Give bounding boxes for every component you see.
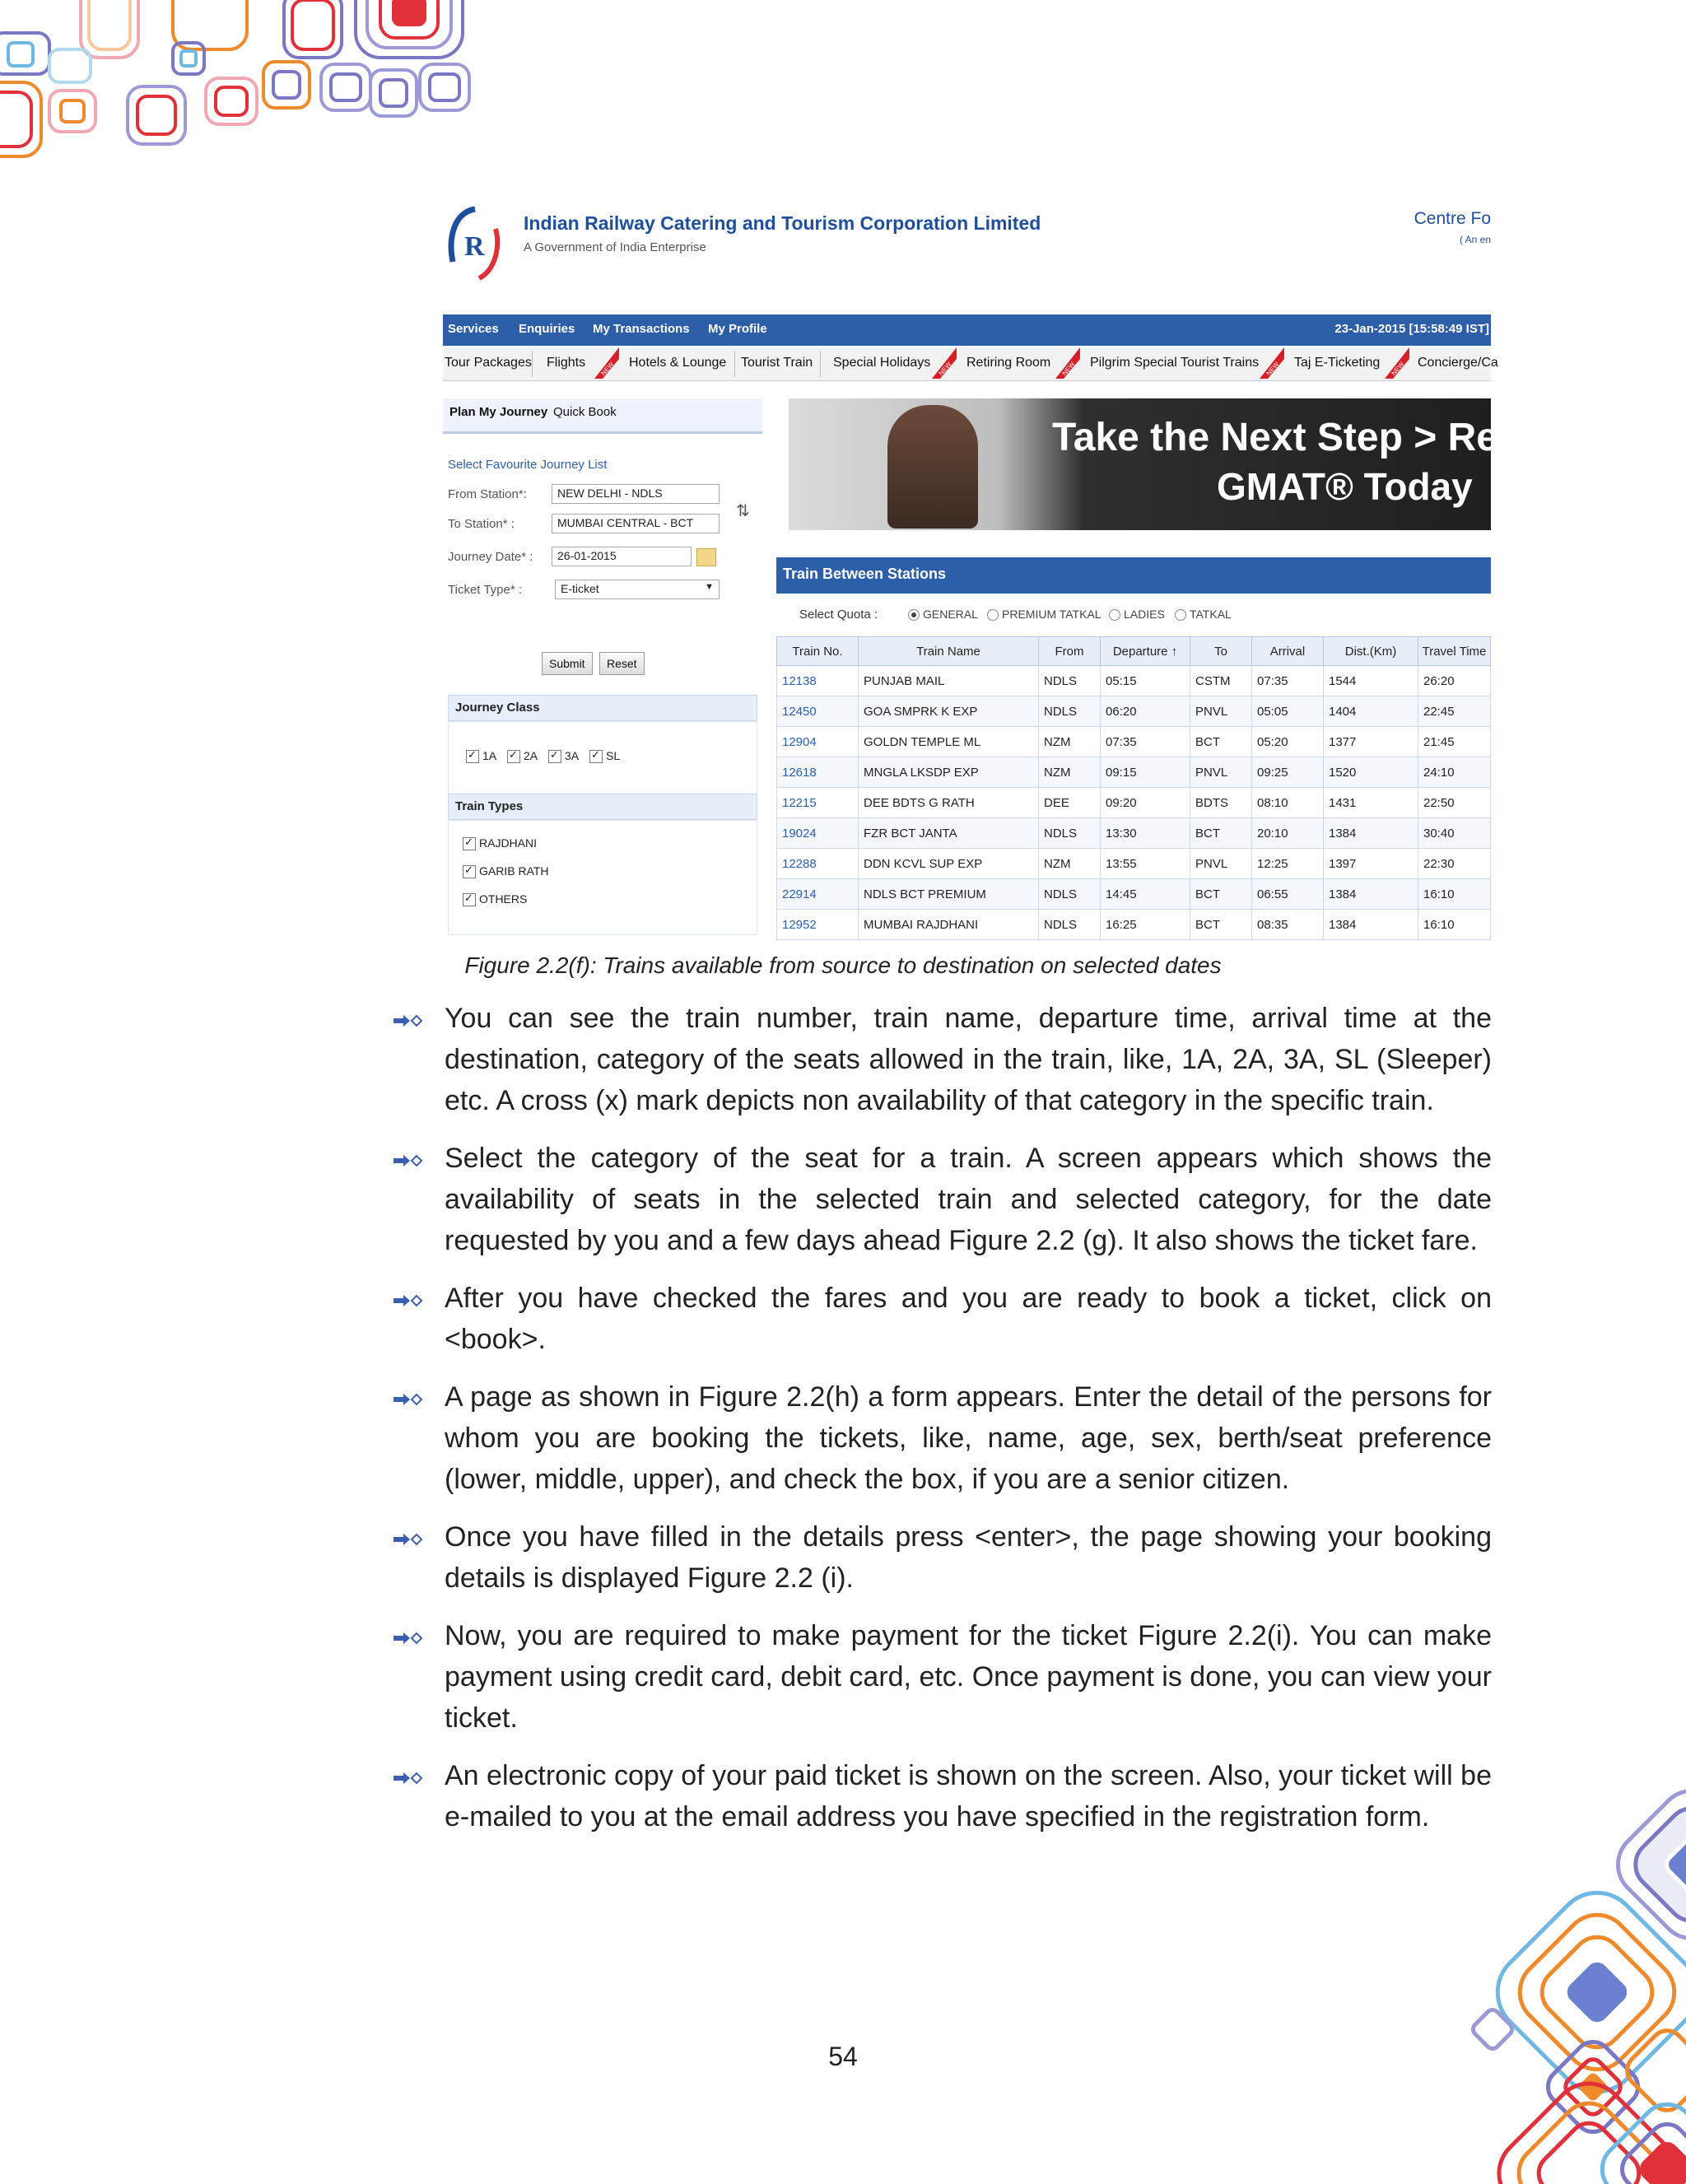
table-row[interactable] [777,910,1491,940]
new-badge-icon [1385,347,1409,379]
table-cell: 24:10 [1418,757,1491,788]
table-cell: 13:30 [1101,818,1190,849]
table-cell: 20:10 [1252,818,1324,849]
table-cell: 1377 [1324,727,1418,757]
bullet-text: Once you have filled in the details press <enter>, the page showing your booking details is displayed Figure 2.2 (i). [445,1521,1492,1594]
train-number-link[interactable]: 12952 [777,910,859,940]
favourite-journey-link[interactable]: Select Favourite Journey List [448,458,608,472]
quota-premium-tatkal-radio[interactable]: PREMIUM TATKAL [987,608,1101,621]
nav-my-transactions[interactable]: My Transactions [593,322,690,336]
table-cell: GOA SMPRK K EXP [859,696,1039,727]
trains-between-stations-header [776,557,1491,594]
table-cell: 14:45 [1101,879,1190,910]
centre-subtitle: ( An en [1459,234,1491,245]
table-cell: BCT [1190,727,1252,757]
main-nav [443,314,1491,346]
tab-tourist-train[interactable]: Tourist Train [741,356,813,370]
table-cell: 22:50 [1418,788,1491,818]
table-cell: MNGLA LKSDP EXP [859,757,1039,788]
table-cell: NZM [1039,757,1101,788]
to-station-input[interactable]: MUMBAI CENTRAL - BCT [552,514,720,533]
tab-retiring-room[interactable]: Retiring Room [966,356,1051,370]
table-row[interactable] [777,849,1491,879]
bullet-arrow-icon [394,1772,423,1785]
svg-text:R: R [464,231,485,262]
table-cell: NDLS [1039,879,1101,910]
table-row[interactable] [777,757,1491,788]
page-number: 54 [828,2042,858,2071]
table-cell: FZR BCT JANTA [859,818,1039,849]
date-time: 23-Jan-2015 [15:58:49 IST] [1334,322,1489,336]
col-from[interactable]: From [1039,637,1101,666]
class-sl-checkbox[interactable]: ✓ SL [589,749,620,763]
class-3a-checkbox[interactable]: ✓ 3A [548,749,579,763]
class-2a-checkbox[interactable]: ✓ 2A [507,749,538,763]
table-cell: 21:45 [1418,727,1491,757]
table-cell: 1384 [1324,910,1418,940]
org-subtitle: A Government of India Enterprise [524,240,706,254]
table-cell: 1384 [1324,879,1418,910]
list-item [394,1376,1492,1500]
table-cell: 09:15 [1101,757,1190,788]
tab-hotels-lounge[interactable]: Hotels & Lounge [629,356,727,370]
new-badge-icon [932,347,957,379]
table-cell: 1397 [1324,849,1418,879]
table-cell: 30:40 [1418,818,1491,849]
col-arrival[interactable]: Arrival [1252,637,1324,666]
table-cell: 16:25 [1101,910,1190,940]
journey-class-header [448,695,757,721]
table-cell: PNVL [1190,849,1252,879]
train-number-link[interactable]: 12450 [777,696,859,727]
col-travel-time[interactable]: Travel Time [1418,637,1491,666]
bullet-text: Select the category of the seat for a train. A screen appears which shows the availability of seats in the selected train and selected category, for the date requested by you and a few days ahead Figure 2.2 (g). It also shows the ticket fare. [445,1143,1492,1256]
tab-flights[interactable]: Flights [547,356,586,370]
list-item [394,1138,1492,1261]
table-cell: PNVL [1190,696,1252,727]
bullet-text: Now, you are required to make payment for the ticket Figure 2.2(i). You can make payment using credit card, debit card, etc. Once payment is done, you can view your ticket. [445,1620,1492,1734]
list-item [394,998,1492,1121]
table-row[interactable] [777,788,1491,818]
new-badge-icon [594,347,619,379]
ticket-type-label: Ticket Type* : [448,583,523,597]
col-train-no[interactable]: Train No. [777,637,859,666]
quota-ladies-radio[interactable]: LADIES [1109,608,1165,621]
train-types-header [448,794,757,820]
bullet-arrow-icon [394,1393,423,1406]
train-number-link[interactable]: 12215 [777,788,859,818]
table-cell: 22:30 [1418,849,1491,879]
separator [820,351,821,377]
tab-plan-my-journey[interactable]: Plan My Journey [449,405,548,419]
table-cell: 26:20 [1418,666,1491,696]
bullet-arrow-icon [394,1632,423,1645]
list-item [394,1278,1492,1360]
table-cell: 1544 [1324,666,1418,696]
table-cell: DDN KCVL SUP EXP [859,849,1039,879]
table-cell: NZM [1039,727,1101,757]
svg-text:NEW: NEW [1264,360,1281,377]
bullet-text: A page as shown in Figure 2.2(h) a form appears. Enter the detail of the persons for whom you are booking the tickets, like, name, age, sex, berth/seat preference (lower, middle, upper), and check the box, if you are a senior citizen. [445,1381,1492,1495]
from-station-label: From Station*: [448,487,527,501]
trains-table [776,636,1491,940]
table-row[interactable] [777,818,1491,849]
banner-person-image [887,405,978,529]
trains-table-header [777,637,1491,666]
quota-selector [776,599,1491,632]
class-1a-checkbox[interactable]: ✓1A [466,749,496,763]
svg-text:NEW: NEW [599,360,616,377]
table-cell: 07:35 [1252,666,1324,696]
quota-tatkal-radio[interactable]: TATKAL [1175,608,1232,621]
nav-my-profile[interactable]: My Profile [708,322,767,336]
bullet-arrow-icon [394,1294,423,1307]
type-garib-rath-checkbox[interactable]: ✓GARIB RATH [463,864,549,878]
table-cell: 08:10 [1252,788,1324,818]
list-item [394,1755,1492,1837]
quota-label: Select Quota : [799,608,878,622]
table-cell: 06:55 [1252,879,1324,910]
list-item [394,1615,1492,1739]
trains-title: Train Between Stations [783,566,947,582]
table-cell: 06:20 [1101,696,1190,727]
train-number-link[interactable]: 12618 [777,757,859,788]
table-cell: MUMBAI RAJDHANI [859,910,1039,940]
col-distance[interactable]: Dist.(Km) [1324,637,1418,666]
sub-nav [443,347,1498,381]
table-cell: NDLS [1039,818,1101,849]
table-cell: CSTM [1190,666,1252,696]
journey-class-title: Journey Class [455,701,540,715]
irctc-logo [446,204,504,283]
bullet-text: After you have checked the fares and you are ready to book a ticket, click on <book>. [445,1283,1492,1355]
tab-pilgrim-special[interactable]: Pilgrim Special Tourist Trains [1090,356,1260,370]
svg-text:NEW: NEW [1060,360,1077,377]
decorative-diamonds-bottom-right [1465,1770,1686,2184]
table-cell: GOLDN TEMPLE ML [859,727,1039,757]
decorative-squares-top-left [0,0,477,173]
train-number-link[interactable]: 12138 [777,666,859,696]
table-cell: BCT [1190,910,1252,940]
sort-up-icon: ↑ [1171,644,1178,659]
instructions-list [394,998,1492,1854]
banner-subheadline: GMAT® Today [1217,465,1473,508]
table-cell: 05:15 [1101,666,1190,696]
train-number-link[interactable]: 22914 [777,879,859,910]
table-cell: 05:05 [1252,696,1324,727]
bullet-arrow-icon [394,1154,423,1167]
bullet-text: An electronic copy of your paid ticket is shown on the screen. Also, your ticket will be e-mailed to you at the email address you have specified in the registration form. [445,1760,1492,1832]
table-cell: BDTS [1190,788,1252,818]
table-cell: NZM [1039,849,1101,879]
table-cell: PNVL [1190,757,1252,788]
table-cell: 13:55 [1101,849,1190,879]
table-cell: 09:20 [1101,788,1190,818]
tab-concierge[interactable]: Concierge/Ca [1418,356,1498,370]
table-cell: BCT [1190,879,1252,910]
nav-enquiries[interactable]: Enquiries [519,322,575,336]
irctc-screenshot [443,198,1569,932]
separator [734,351,735,377]
table-cell: 1404 [1324,696,1418,727]
train-types-title: Train Types [455,799,524,813]
table-row[interactable] [777,666,1491,696]
irctc-header [443,198,1491,313]
reset-button[interactable]: Reset [599,652,645,675]
table-cell: NDLS [1039,696,1101,727]
type-others-checkbox[interactable]: ✓OTHERS [463,892,527,906]
tab-tour-packages[interactable]: Tour Packages [445,356,532,370]
svg-text:NEW: NEW [937,360,953,377]
nav-services[interactable]: Services [448,322,499,336]
tab-special-holidays[interactable]: Special Holidays [833,356,931,370]
calendar-icon[interactable] [696,548,716,566]
org-name: Indian Railway Catering and Tourism Corporation Limited [524,212,1041,234]
table-cell: 1431 [1324,788,1418,818]
table-cell: NDLS BCT PREMIUM [859,879,1039,910]
col-departure[interactable]: Departure ↑ [1101,637,1190,666]
separator [532,351,533,377]
table-cell: 05:20 [1252,727,1324,757]
tab-taj-e-ticketing[interactable]: Taj E-Ticketing [1294,356,1381,370]
centre-link[interactable]: Centre Fo [1414,209,1491,228]
from-station-input[interactable]: NEW DELHI - NDLS [552,484,720,504]
table-cell: 16:10 [1418,879,1491,910]
quota-general-radio[interactable]: GENERAL [908,608,978,621]
table-row[interactable] [777,879,1491,910]
figure-caption: Figure 2.2(f): Trains available from source to destination on selected dates [464,952,1222,978]
table-cell: NDLS [1039,666,1101,696]
col-to[interactable]: To [1190,637,1252,666]
table-cell: PUNJAB MAIL [859,666,1039,696]
col-train-name[interactable]: Train Name [859,637,1039,666]
type-rajdhani-checkbox[interactable]: ✓RAJDHANI [463,836,537,850]
table-cell: BCT [1190,818,1252,849]
svg-text:NEW: NEW [1390,360,1406,377]
table-cell: 09:25 [1252,757,1324,788]
submit-button[interactable]: Submit [542,652,593,675]
table-cell: DEE BDTS G RATH [859,788,1039,818]
table-cell: DEE [1039,788,1101,818]
table-cell: 22:45 [1418,696,1491,727]
bullet-arrow-icon [394,1533,423,1546]
gmat-banner-ad[interactable] [789,398,1569,530]
table-cell: 08:35 [1252,910,1324,940]
chevron-down-icon: ▼ [705,582,714,592]
ticket-type-value: E-ticket [561,582,599,595]
journey-date-label: Journey Date* : [448,550,533,564]
journey-planner-panel [443,398,762,934]
table-cell: 1520 [1324,757,1418,788]
ticket-type-select[interactable] [555,580,720,599]
table-cell: 1384 [1324,818,1418,849]
swap-stations-icon[interactable]: ⇅ [736,502,750,520]
list-item [394,1516,1492,1599]
train-number-link[interactable]: 12288 [777,849,859,879]
train-number-link[interactable]: 19024 [777,818,859,849]
train-number-link[interactable]: 12904 [777,727,859,757]
trains-table-body [777,666,1491,940]
table-row[interactable] [777,696,1491,727]
table-cell: 12:25 [1252,849,1324,879]
table-cell: 16:10 [1418,910,1491,940]
journey-date-input[interactable]: 26-01-2015 [552,547,692,566]
planner-tabs [443,398,762,434]
table-cell: NDLS [1039,910,1101,940]
new-badge-icon [1055,347,1080,379]
bullet-arrow-icon [394,1014,423,1027]
new-badge-icon [1260,347,1284,379]
table-row[interactable] [777,727,1491,757]
banner-headline: Take the Next Step > Regist [1052,416,1569,459]
bullet-text: You can see the train number, train name, departure time, arrival time at the destination, category of the seats allowed in the train, like, 1A, 2A, 3A, SL (Sleeper) etc. A cross (x) mark depicts non availability of that category in the specific train. [445,1003,1492,1116]
table-cell: 07:35 [1101,727,1190,757]
tab-quick-book[interactable]: Quick Book [553,405,617,419]
to-station-label: To Station* : [448,517,515,531]
